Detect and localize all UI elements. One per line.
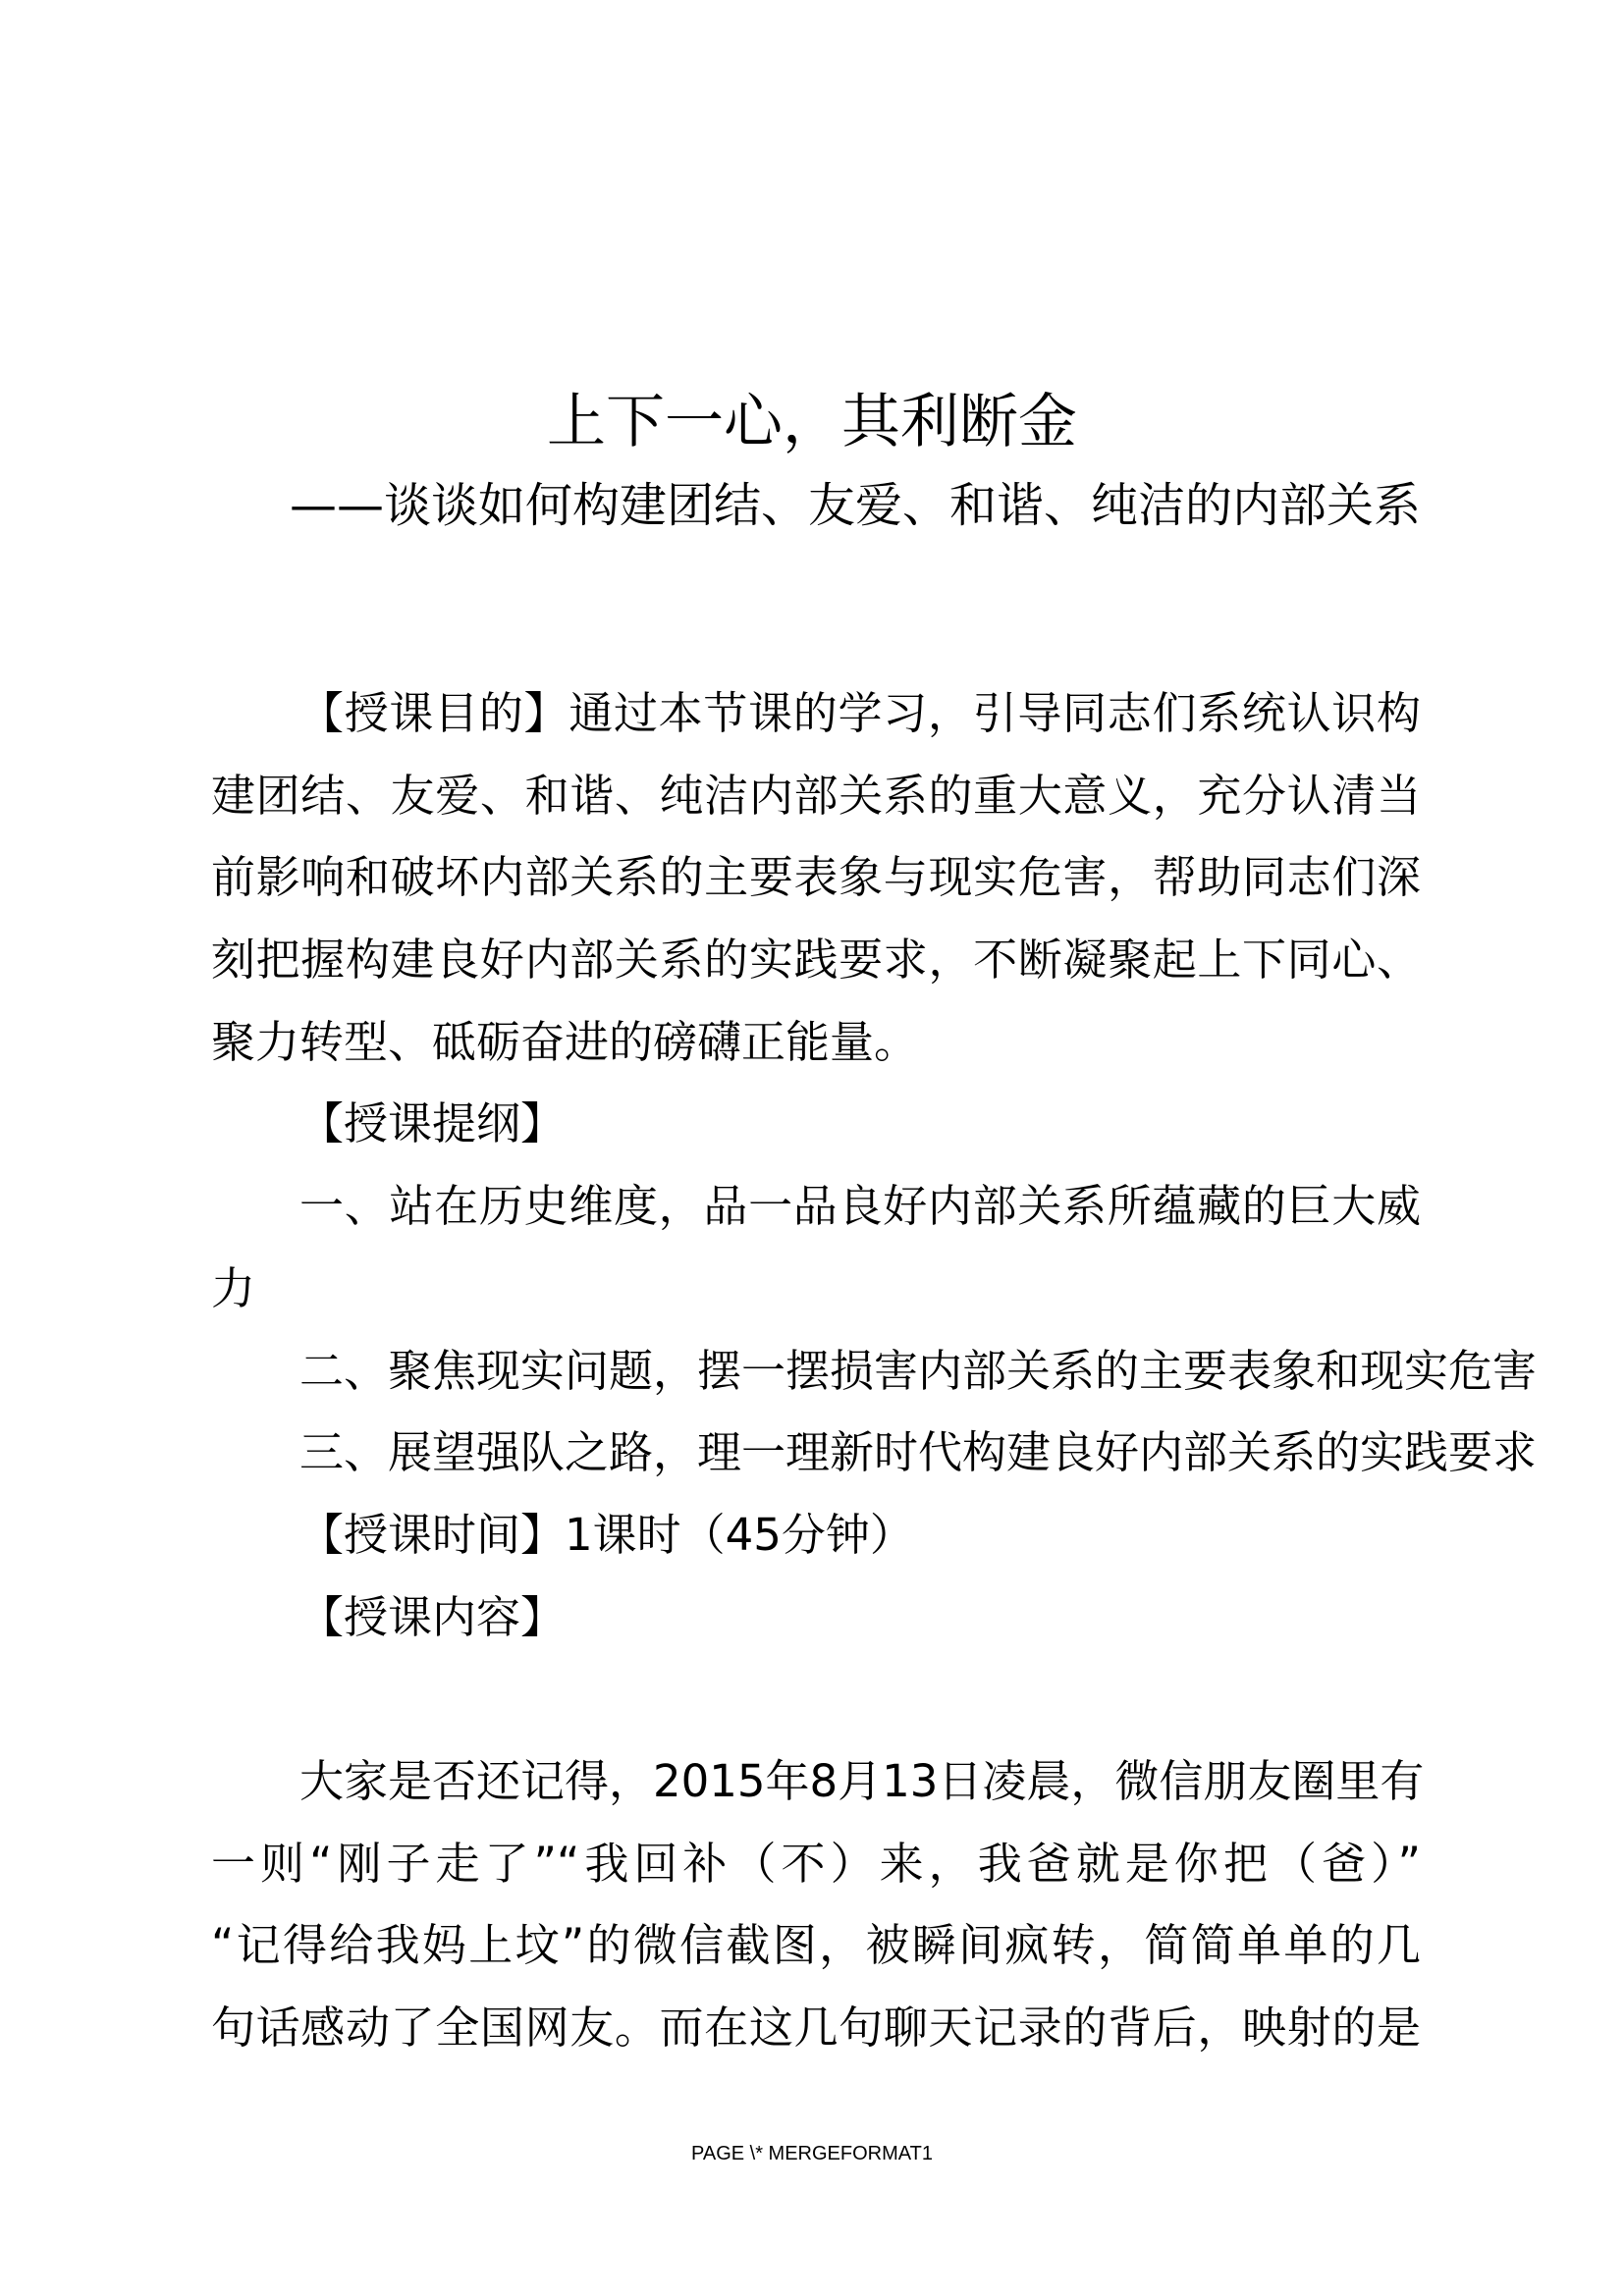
document-subtitle: ——谈谈如何构建团结、友爱、和谐、纯洁的内部关系: [289, 478, 1421, 533]
document-body: [211, 672, 1538, 2069]
outline-item: 三、展望强队之路，理一理新时代构建良好内部关系的实践要求: [299, 1426, 1538, 1479]
objective-line: 聚力转型、砥砺奋进的磅礴正能量。: [211, 1015, 919, 1068]
objective-line: 前影响和破坏内部关系的主要表象与现实危害，帮助同志们深: [211, 851, 1421, 904]
content-line: 句话感动了全国网友。而在这几句聊天记录的背后，映射的是: [211, 2002, 1421, 2054]
content-line: “记得给我妈上坟”的微信截图，被瞬间疯转，简简单单的几: [211, 1919, 1421, 1972]
outline-item: 力: [211, 1261, 256, 1314]
outline-item: 二、聚焦现实问题，摆一摆损害内部关系的主要表象和现实危害: [299, 1344, 1538, 1397]
outline-item: 一、站在历史维度，品一品良好内部关系所蕴藏的巨大威: [299, 1180, 1421, 1233]
objective-line: 建团结、友爱、和谐、纯洁内部关系的重大意义，充分认清当: [211, 769, 1421, 822]
objective-line: 刻把握构建良好内部关系的实践要求，不断凝聚起上下同心、: [211, 934, 1421, 987]
page-footer: PAGE \* MERGEFORMAT1: [691, 2143, 933, 2164]
blank-line: [211, 1658, 1421, 1740]
content-heading: 【授课内容】: [299, 1590, 566, 1643]
outline-heading: 【授课提纲】: [299, 1097, 566, 1150]
content-line: 大家是否还记得，2015年8月13日凌晨，微信朋友圈里有: [299, 1754, 1425, 1807]
time-line: 【授课时间】1课时（45分钟）: [299, 1508, 914, 1561]
objective-line: 【授课目的】通过本节课的学习，引导同志们系统认识构: [299, 687, 1421, 739]
document-title: 上下一心，其利断金: [547, 388, 1077, 456]
content-line: 一则“刚子走了”“我回补（不）来，我爸就是你把（爸）”: [211, 1837, 1421, 1890]
